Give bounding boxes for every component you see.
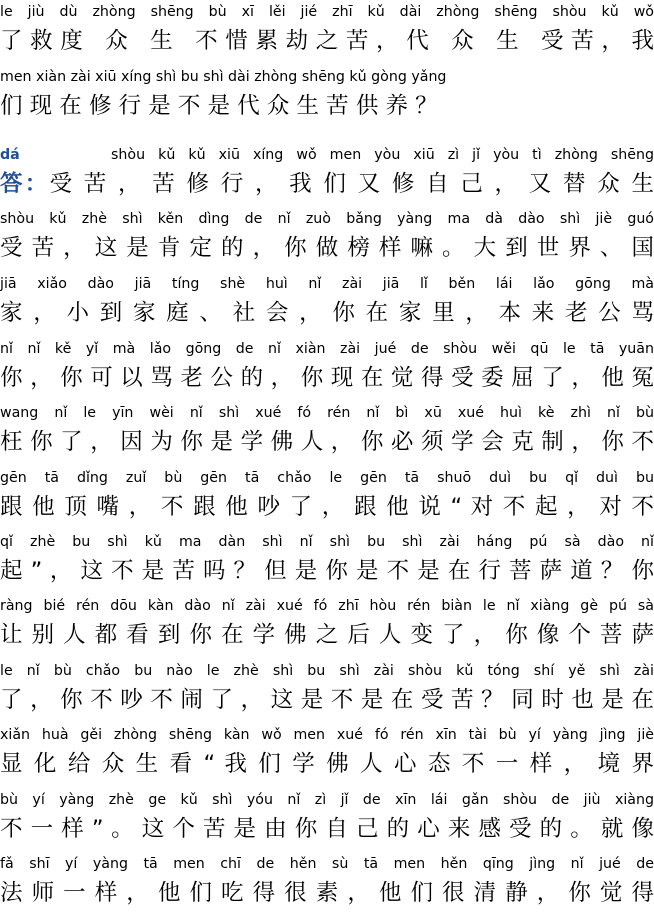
pinyin-row: le nǐ bù chǎo bu nào le zhè shì bu shì zài shòu kǔ tóng shí yě shì zài (0, 663, 654, 679)
hanzi-row: 了 ， 你 不 吵 不 闹 了 ， 这 是 不 是 在 受 苦 ？ 同 时 也 是 在 (0, 687, 654, 713)
pinyin-row: men xiàn zài xiū xíng shì bu shì dài zhòng shēng kǔ gòng yǎng (0, 69, 447, 85)
hanzi-row: 不 一 样 ” 。 这 个 苦 是 由 你 自 己 的 心 来 感 受 的 。 就 像 (0, 816, 654, 842)
hanzi-row: 你 ， 你 可 以 骂 老 公 的 ， 你 现 在 觉 得 受 委 屈 了 ， 他 冤 (0, 365, 654, 391)
pinyin-row: gēn tā dǐng zuǐ bù gēn tā chǎo le gēn tā shuō duì bu qǐ duì bu (0, 470, 654, 486)
pinyin-row: ràng bié rén dōu kàn dào nǐ zài xué fó zhī hòu rén biàn le nǐ xiàng gè pú sà (0, 598, 654, 614)
hanzi-row: 受 苦 ， 这 是 肯 定 的 ， 你 做 榜 样 嘛 。 大 到 世 界 、 国 (0, 235, 654, 261)
hanzi-row: 让 别 人 都 看 到 你 在 学 佛 之 后 人 变 了 ， 你 像 个 菩 萨 (0, 622, 654, 648)
answer-label: 答： (0, 171, 50, 197)
pinyin-row (0, 145, 654, 165)
hanzi-row: 们 现 在 修 行 是 不 是 代 众 生 苦 供 养 ？ (0, 93, 438, 119)
pinyin-row: qǐ zhè bu shì kǔ ma dàn shì nǐ shì bu shì zài háng pú sà dào nǐ (0, 534, 654, 550)
hanzi-row: 家 ， 小 到 家 庭 、 社 会 ， 你 在 家 里 ， 本 来 老 公 骂 (0, 300, 654, 326)
pinyin-row: fǎ shī yí yàng tā men chī de hěn sù tā men hěn qīng jìng nǐ jué de (0, 856, 654, 872)
hanzi-row: 起 ” ， 这 不 是 苦 吗 ？ 但 是 你 是 不 是 在 行 菩 萨 道 ？ 你 (0, 558, 654, 584)
hanzi-row (0, 167, 654, 201)
pinyin-row: bù yí yàng zhè ge kǔ shì yóu nǐ zì jǐ de xīn lái gǎn shòu de jiù xiàng (0, 792, 654, 808)
pinyin-row: wang nǐ le yīn wèi nǐ shì xué fó rén nǐ bì xū xué huì kè zhì nǐ bù (0, 405, 654, 421)
pinyin-row: xiǎn huà gěi zhòng shēng kàn wǒ men xué fó rén xīn tài bù yí yàng jìng jiè (0, 727, 654, 743)
hanzi-row: 显 化 给 众 生 看 “ 我 们 学 佛 人 心 态 不 一 样 ， 境 界 (0, 751, 654, 777)
pinyin-text: shòu kǔ kǔ xiū xíng wǒ men yòu xiū zì jǐ yòu tì zhòng shēng (111, 147, 654, 163)
hanzi-row: 法 师 一 样 ， 他 们 吃 得 很 素 ， 他 们 很 清 静 ， 你 觉 得 (0, 880, 654, 906)
pinyin-row: jiā xiǎo dào jiā tíng shè huì nǐ zài jiā lǐ běn lái lǎo gōng mà (0, 276, 654, 292)
pinyin-row: le jiù dù zhòng shēng bù xī lěi jié zhī kǔ dài zhòng shēng shòu kǔ wǒ (0, 4, 654, 20)
hanzi-row: 跟 他 顶 嘴 ， 不 跟 他 吵 了 ， 跟 他 说 “ 对 不 起 ， 对 不 (0, 494, 654, 520)
answer-label-pinyin: dá (0, 147, 20, 163)
hanzi-row: 了救度 众 生 不惜累劫之苦，代 众 生 受苦，我 (0, 28, 654, 54)
hanzi-row: 枉 你 了 ， 因 为 你 是 学 佛 人 ， 你 必 须 学 会 克 制 ， 你 不 (0, 429, 654, 455)
pinyin-row: nǐ nǐ kě yǐ mà lǎo gōng de nǐ xiàn zài jué de shòu wěi qū le tā yuān (0, 341, 654, 357)
pinyin-row: shòu kǔ zhè shì kěn dìng de nǐ zuò bǎng yàng ma dà dào shì jiè guó (0, 211, 654, 227)
hanzi-text: 受 苦 ， 苦 修 行 ， 我 们 又 修 自 己 ， 又 替 众 生 (49, 171, 654, 197)
